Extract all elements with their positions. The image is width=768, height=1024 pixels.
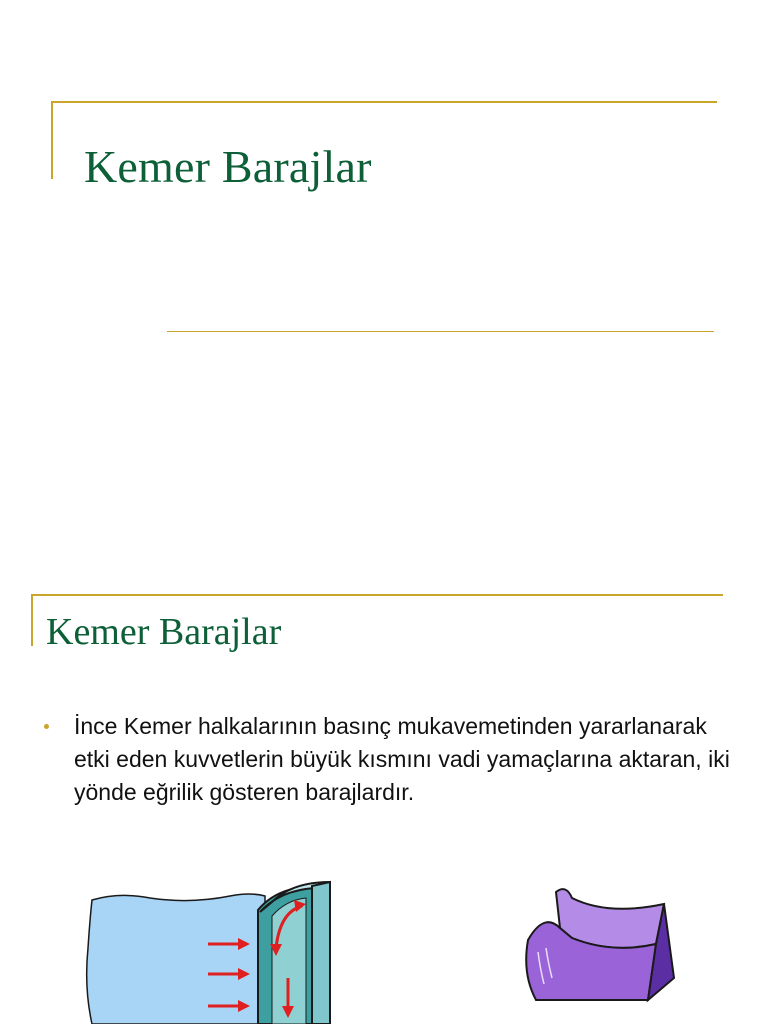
bullet-item (44, 710, 744, 809)
top-rule (31, 594, 723, 596)
left-rule (31, 594, 33, 646)
dam-side-face (312, 882, 330, 1024)
subtitle-rule (167, 331, 714, 332)
content-slide (0, 560, 768, 1024)
slide-title: Kemer Barajlar (84, 141, 372, 192)
arch-dam-illustration (80, 878, 340, 1024)
bullet-text: İnce Kemer halkalarının basınç mukavemetinden yararlanarak etki eden kuvvetlerin büyük kısmını vadi yamaçlarına aktaran, iki yönde eğrilik gösteren barajlardır. (74, 713, 730, 805)
top-rule (51, 101, 717, 103)
slide-heading: Kemer Barajlar (46, 611, 282, 653)
bullet-dot (44, 724, 49, 729)
left-rule (51, 101, 53, 179)
arch-block-illustration (516, 882, 680, 1004)
